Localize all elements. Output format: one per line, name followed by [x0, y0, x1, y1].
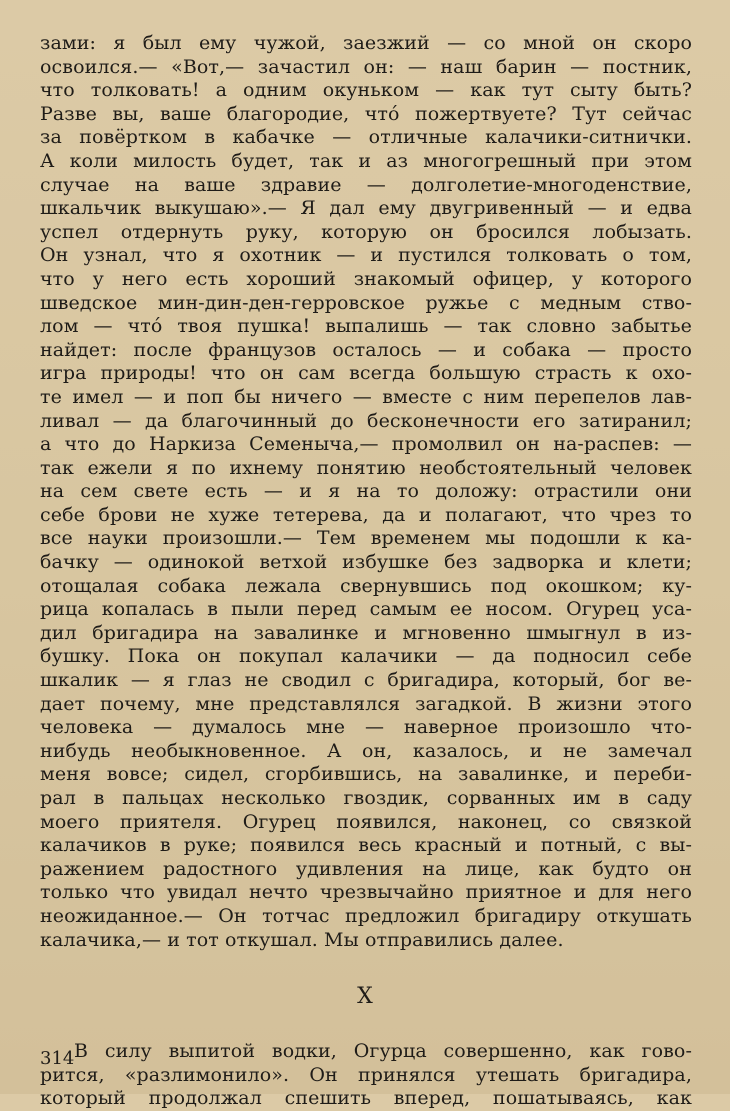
paragraph-2	[40, 1040, 692, 1111]
text-line: все науки произошли.— Тем временем мы подошли к ка-	[40, 527, 692, 550]
text-line: себе брови не хуже тетерева, да и полагают, что чрез то	[40, 503, 692, 526]
text-line: так ежели я по ихнему понятию необстоятельный человек	[40, 456, 692, 479]
text-line: шведское мин-дин-ден-герровское ружье с медным ство-	[40, 291, 692, 314]
text-line: рица копалась в пыли перед самым ее носом. Огурец уса-	[40, 598, 692, 621]
text-line: бачку — одинокой ветхой избушке без задворка и клети;	[40, 551, 692, 574]
text-line: лом — чтó твоя пушка! выпалишь — так словно забытье	[40, 315, 692, 338]
text-line: рится, «разлимонило». Он принялся утешать бригадира,	[40, 1063, 692, 1086]
text-line: дил бригадира на завалинке и мгновенно шмыгнул в из-	[40, 621, 692, 644]
text-line: В силу выпитой водки, Огурца совершенно, как гово-	[74, 1040, 692, 1063]
text-line: моего приятеля. Огурец появился, наконец, со связкой	[40, 810, 692, 833]
text-line: ражением радостного удивления на лице, как будто он	[40, 857, 692, 880]
text-line: меня вовсе; сидел, сгорбившись, на завалинке, и переби-	[40, 763, 692, 786]
text-line: успел отдернуть руку, которую он бросился лобызать.	[40, 220, 692, 243]
text-line: дает почему, мне представлялся загадкой. В жизни этого	[40, 692, 692, 715]
text-line: зами: я был ему чужой, заезжий — со мной он скоро	[40, 32, 692, 54]
text-line: на сем свете есть — и я на то доложу: отрастили они	[40, 480, 692, 503]
text-line: шкалик — я глаз не сводил с бригадира, который, бог ве-	[40, 669, 692, 692]
text-line: те имел — и поп бы ничего — вместе с ним перепелов лав-	[40, 385, 692, 408]
text-line: шкальчик выкушаю».— Я дал ему двугривенный — и едва	[40, 197, 692, 220]
text-line: что у него есть хороший знакомый офицер, у которого	[40, 267, 692, 290]
text-line: игра природы! что он сам всегда большую страсть к охо-	[40, 362, 692, 385]
text-line: только что увидал нечто чрезвычайно приятное и для него	[40, 881, 692, 904]
text-line: А коли милость будет, так и аз многогрешный при этом	[40, 149, 692, 172]
text-line: калачика,— и тот откушал. Мы отправились далее.	[40, 928, 564, 951]
text-line: что толковать! а одним окуньком — как тут сыту быть?	[40, 79, 692, 102]
text-line: за повёртком в кабачке — отличные калачики-ситнички.	[40, 126, 692, 149]
text-line: неожиданное.— Он тотчас предложил бригадиру откушать	[40, 904, 692, 927]
text-line: человека — думалось мне — наверное произошло что-	[40, 716, 692, 739]
text-line: бушку. Пока он покупал калачики — да подносил себе	[40, 645, 692, 668]
text-line: а что до Наркиза Семеныча,— промолвил он на-распев: —	[40, 433, 692, 456]
paragraph-1	[40, 32, 692, 952]
text-line: найдет: после французов осталось — и собака — просто	[40, 338, 692, 361]
text-line: калачиков в руке; появился весь красный и потный, с вы-	[40, 834, 692, 857]
text-line: Разве вы, ваше благородие, чтó пожертвуете? Тут сейчас	[40, 102, 692, 125]
text-line: Он узнал, что я охотник — и пустился толковать о том,	[40, 244, 692, 267]
text-line: освоился.— «Вот,— зачастил он: — наш барин — постник,	[40, 55, 692, 78]
text-line: ливал — да благочинный до бесконечности его затиранил;	[40, 409, 692, 432]
text-line: случае на ваше здравие — долголетие-многоденствие,	[40, 173, 692, 196]
page-number: 314	[40, 1048, 75, 1069]
text-line: отощалая собака лежала свернувшись под окошком; ку-	[40, 574, 692, 597]
book-page	[40, 32, 692, 1110]
text-line: рал в пальцах несколько гвоздик, сорванных им в саду	[40, 787, 692, 809]
section-heading: X	[357, 984, 375, 1010]
text-line: который продолжал спешить вперед, пошатываясь, как	[40, 1087, 692, 1110]
text-line: нибудь необыкновенное. А он, казалось, и не замечал	[40, 739, 692, 762]
